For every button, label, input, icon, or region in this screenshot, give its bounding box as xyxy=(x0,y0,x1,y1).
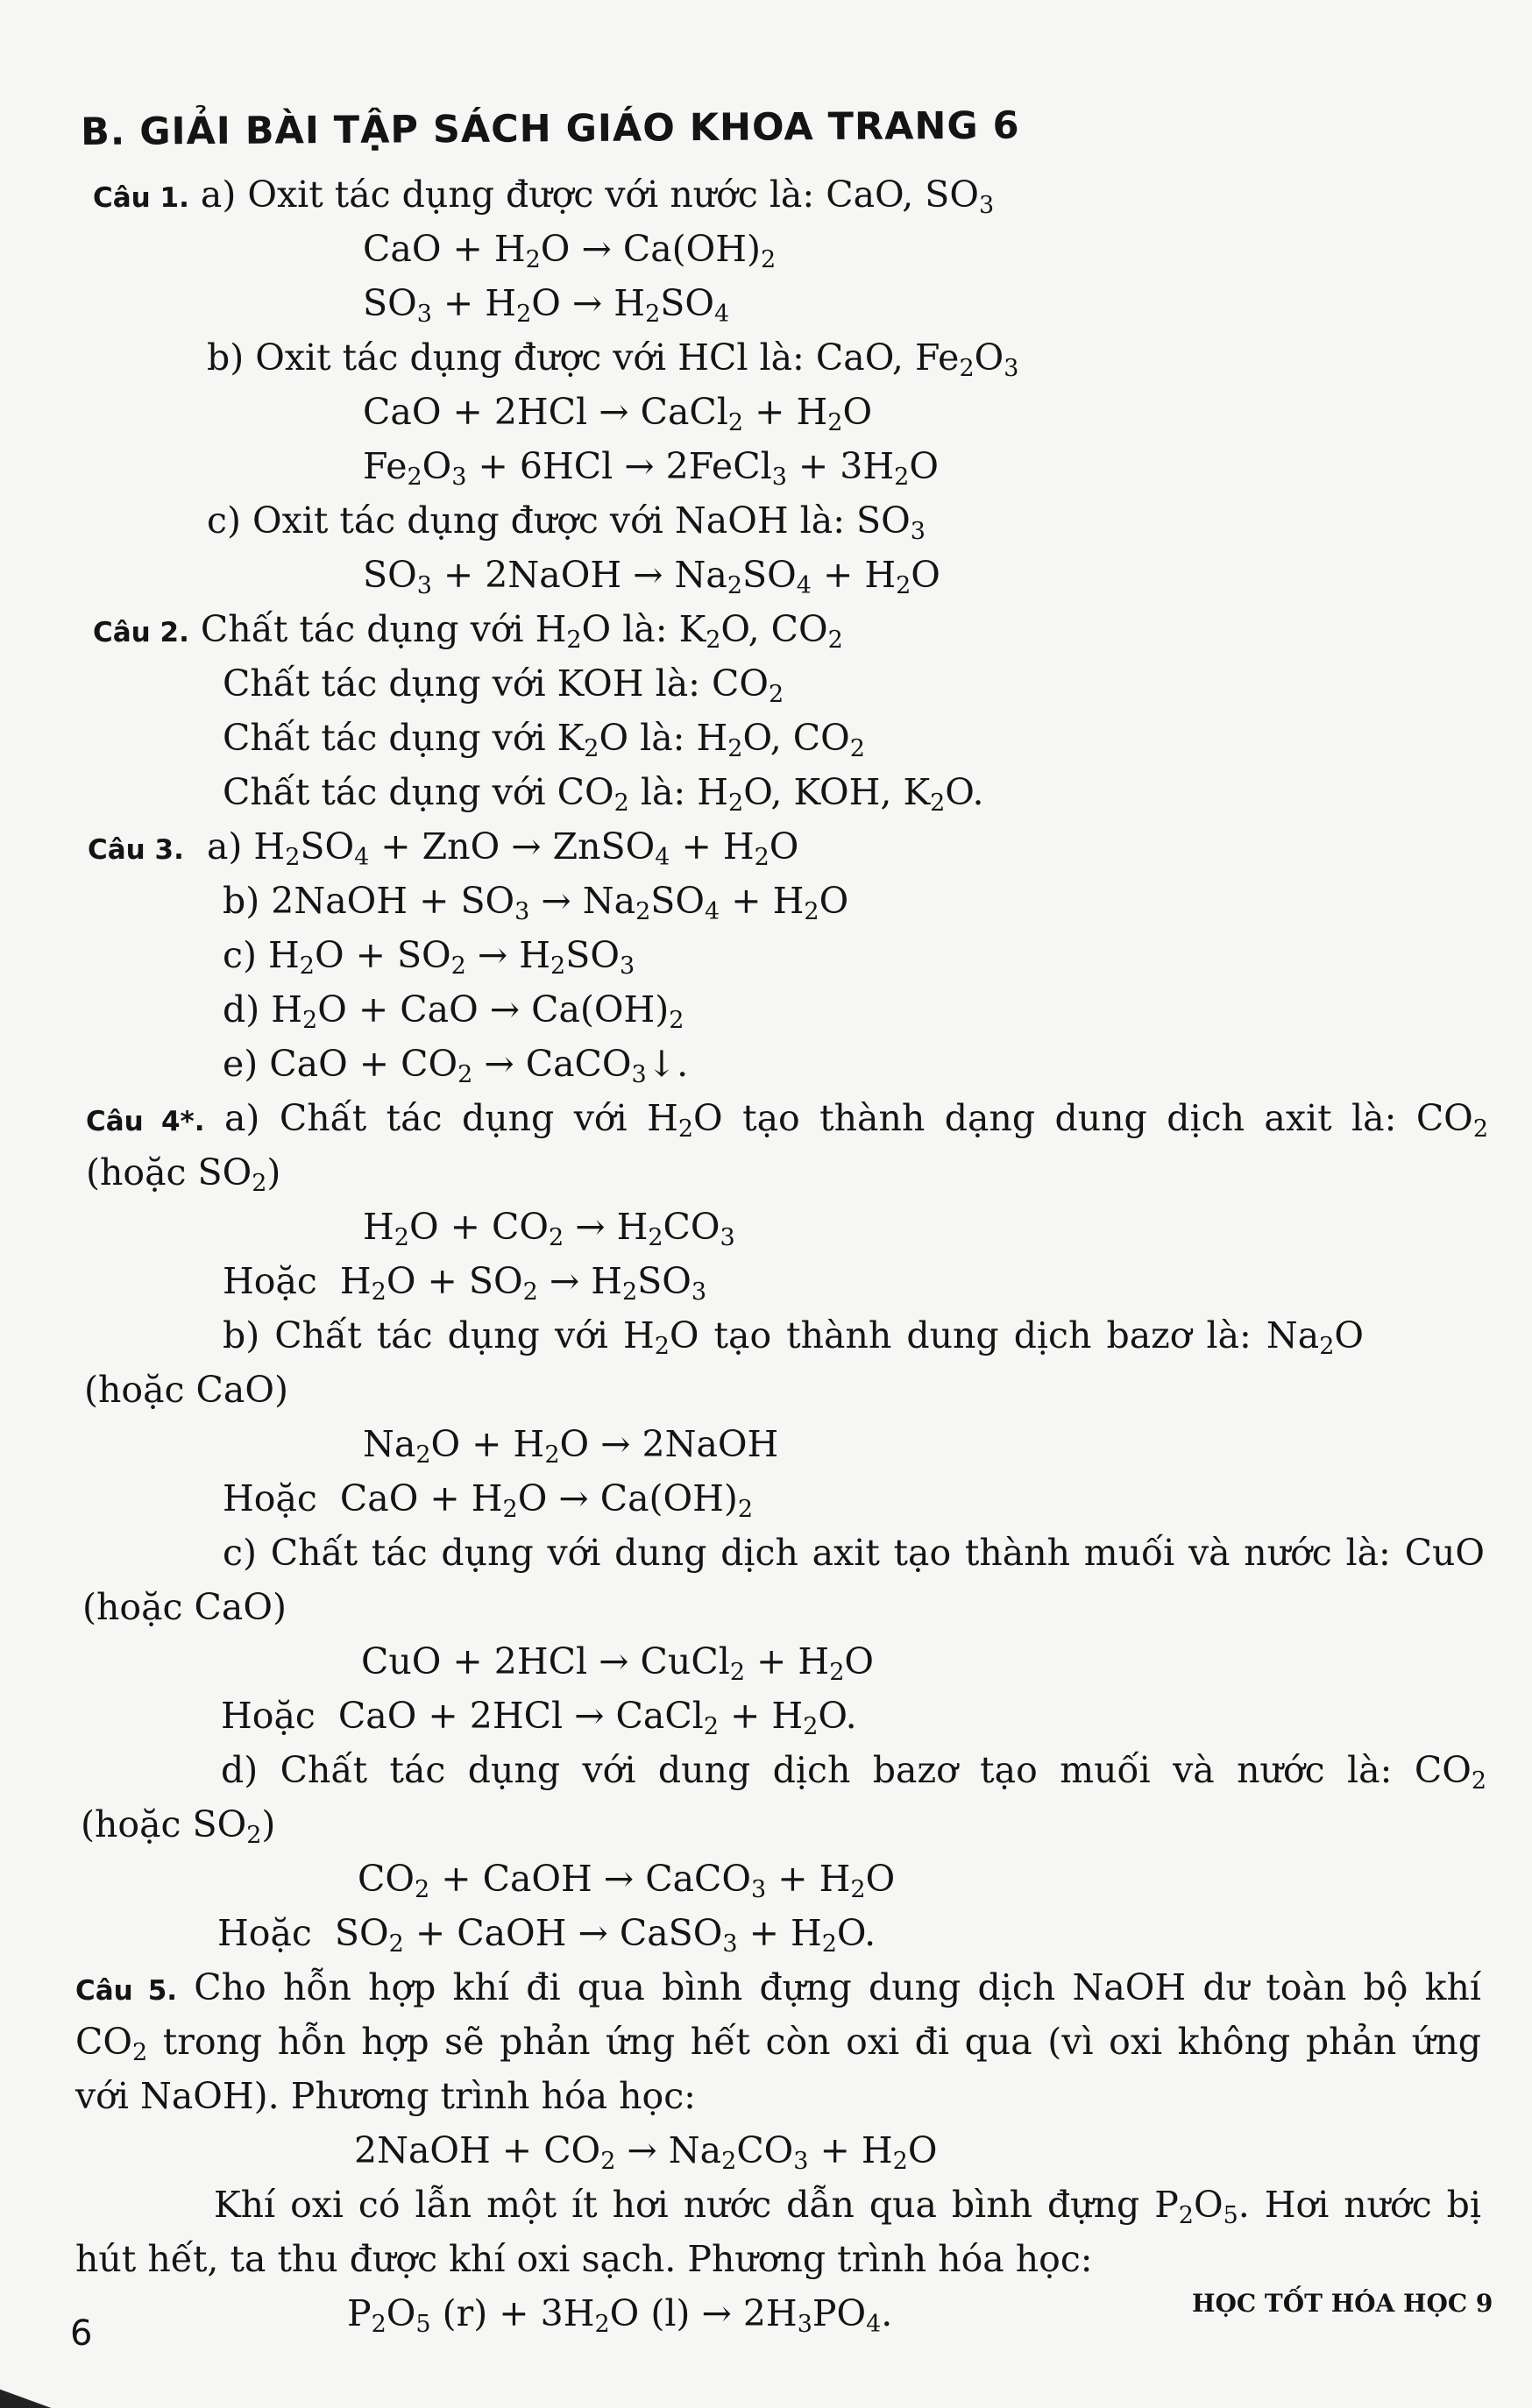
cau1-eq2: $SO_3 + H_2O \to H_2SO_4$ xyxy=(363,282,730,328)
cau5-label: Câu 5. xyxy=(75,1975,178,2007)
cau3-b: b) 2NaOH + $SO_3 \to Na_2SO_4 + H_2O$ xyxy=(223,880,849,925)
cau5-eq2: $P_2O_5$ $(r) + 3H_2O$ $(l) \to 2H_3PO_4$. xyxy=(347,2292,893,2338)
cau5-line3: với NaOH). Phương trình hóa học: xyxy=(75,2075,696,2117)
cau5-line1: Câu 5. Cho hỗn hợp khí đi qua bình đựng dung dịch NaOH dư toàn bộ khí xyxy=(75,1966,1481,2008)
cau4-c-text-cont: (hoặc CaO) xyxy=(82,1586,287,1628)
cau2-label: Câu 2. xyxy=(93,617,189,648)
cau4-label: Câu 4*. xyxy=(86,1106,205,1137)
cau1-label: Câu 1. xyxy=(93,182,189,214)
cau4-b-text-cont: (hoặc CaO) xyxy=(84,1369,288,1411)
cau4-eq3: $Na_2O + H_2O$ → 2NaOH xyxy=(363,1423,779,1469)
cau1-eq5: $SO_3$ + 2NaOH → $Na_2SO_4 + H_2O$ xyxy=(363,554,940,599)
cau3-e: e) CaO + $CO_2$ → CaCO$_3$↓. xyxy=(223,1043,689,1088)
cau3-label: Câu 3. xyxy=(88,834,184,866)
cau1-eq1: CaO + $H_2O \to Ca(OH)_2$ xyxy=(363,228,777,273)
page-number: 6 xyxy=(70,2313,93,2354)
cau4-d-text-cont: (hoặc $SO_2$) xyxy=(81,1803,276,1849)
book-title-footer: HỌC TỐT HÓA HỌC 9 xyxy=(1192,2289,1493,2318)
cau2-line4: Chất tác dụng với $CO_2$ là: $H_2O$, KOH, $K_2O$. xyxy=(223,771,984,817)
cau2-line1: Câu 2. Chất tác dụng với $H_2O$ là: $K_2O$, $CO_2$ xyxy=(93,608,843,654)
cau1-a-text: Câu 1. a) Oxit tác dụng được với nước là: CaO, $SO_3$ xyxy=(93,174,995,219)
cau1-b-text: b) Oxit tác dụng được với HCl là: CaO, $Fe_2O_3$ xyxy=(207,336,1019,382)
cau4-d-text: d) Chất tác dụng với dung dịch bazơ tạo muối và nước là: $CO_2$ xyxy=(221,1749,1486,1795)
cau1-c-text: c) Oxit tác dụng được với NaOH là: $SO_3$ xyxy=(207,499,926,545)
cau4-eq8: Hoặc $SO_2$ + CaOH → CaSO$_3$ + $H_2O$. xyxy=(217,1912,876,1958)
section-heading: B. GIẢI BÀI TẬP SÁCH GIÁO KHOA TRANG 6 xyxy=(81,103,1020,154)
cau3-d: d) $H_2O$ + CaO → $Ca(OH)_2$ xyxy=(223,988,684,1034)
cau5-line5: hút hết, ta thu được khí oxi sạch. Phương trình hóa học: xyxy=(75,2238,1093,2280)
cau4-eq2: Hoặc $H_2O + SO_2 \to H_2SO_3$ xyxy=(223,1260,707,1306)
cau5-line2: $CO_2$ trong hỗn hợp sẽ phản ứng hết còn oxi đi qua (vì oxi không phản ứng xyxy=(75,2021,1481,2066)
cau4-eq1: $H_2O + CO_2 \to H_2CO_3$ xyxy=(363,1206,735,1251)
cau4-b-text: b) Chất tác dụng với $H_2O$ tạo thành dung dịch bazơ là: $Na_2O$ xyxy=(223,1314,1364,1360)
cau4-eq6: Hoặc CaO + 2HCl → CaCl$_2$ + $H_2O$. xyxy=(221,1695,857,1740)
cau5-eq1: 2NaOH + $CO_2 \to Na_2CO_3 + H_2O$ xyxy=(354,2129,938,2175)
cau3-c: c) $H_2O + SO_2 \to H_2SO_3$ xyxy=(223,934,635,980)
cau4-a-text-cont: (hoặc $SO_2$) xyxy=(86,1151,281,1197)
cau2-line2: Chất tác dụng với KOH là: $CO_2$ xyxy=(223,662,784,708)
cau1-eq4: $Fe_2O_3 + 6HCl$ → 2FeCl$_3$ + $3H_2O$ xyxy=(363,445,939,491)
cau4-c-text: c) Chất tác dụng với dung dịch axit tạo thành muối và nước là: CuO xyxy=(223,1532,1485,1574)
cau1-eq3: CaO + 2HCl → CaCl$_2$ + $H_2O$ xyxy=(363,391,873,436)
cau4-eq4: Hoặc CaO + $H_2O \to Ca(OH)_2$ xyxy=(223,1477,754,1523)
cau2-line3: Chất tác dụng với $K_2O$ là: $H_2O$, $CO_2$ xyxy=(223,717,865,762)
cau4-a-text: Câu 4*. a) Chất tác dụng với $H_2O$ tạo thành dạng dung dịch axit là: $CO_2$ xyxy=(86,1097,1488,1143)
scan-corner-shadow xyxy=(0,2366,53,2408)
cau4-eq7: $CO_2$ + CaOH → CaCO$_3$ + $H_2O$ xyxy=(358,1858,896,1903)
cau5-line4: Khí oxi có lẫn một ít hơi nước dẫn qua bình đựng $P_2O_5$. Hơi nước bị xyxy=(214,2184,1482,2229)
cau4-eq5: CuO + 2HCl → CuCl$_2$ + $H_2O$ xyxy=(361,1640,874,1686)
cau3-a: Câu 3. a) $H_2SO_4$ + ZnO → ZnSO$_4$ + $H_2O$ xyxy=(88,825,799,871)
